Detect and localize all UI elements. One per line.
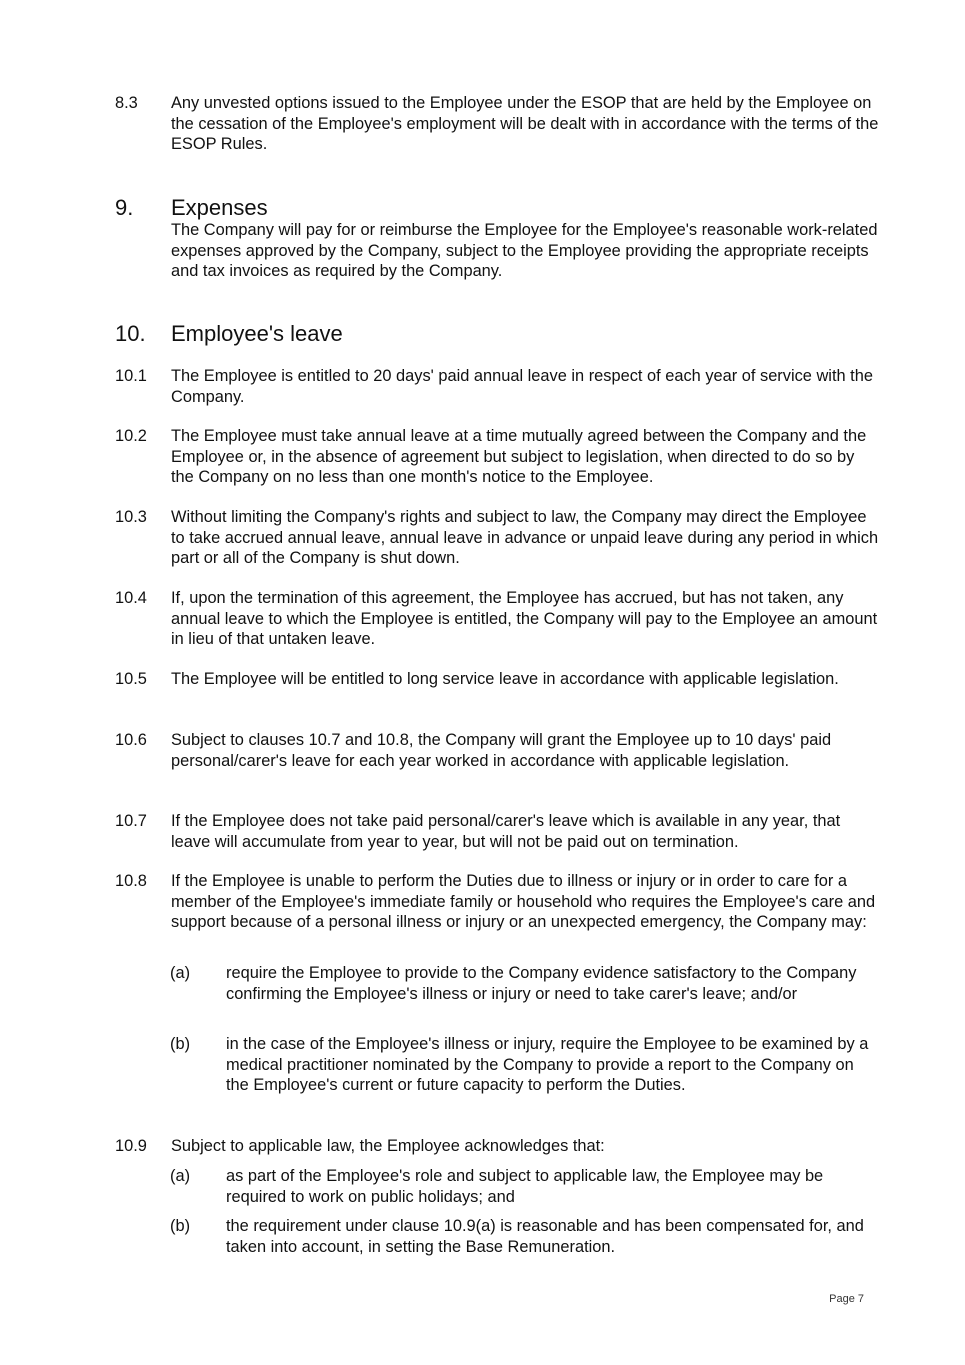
clause-text: Subject to clauses 10.7 and 10.8, the Company will grant the Employee up to 10 days' paid personal/carer's leave for each year worked in accordance with applicable legislation.	[171, 731, 832, 770]
clause-number: 10.7	[115, 812, 147, 830]
clause-10-9	[115, 1136, 880, 1157]
clause-10-1	[115, 366, 880, 407]
section-heading-9	[115, 195, 268, 221]
subclause-letter: (b)	[170, 1035, 191, 1053]
clause-10-9-b	[170, 1216, 880, 1257]
clause-10-7	[115, 811, 880, 852]
clause-text: The Employee will be entitled to long service leave in accordance with applicable legislation.	[171, 670, 839, 688]
clause-number: 10.5	[115, 670, 147, 688]
clause-text: If the Employee is unable to perform the Duties due to illness or injury or in order to care for a member of the Employee's immediate family or household who requires the Employee's care and support because of a personal illness or injury or an unexpected emergency, the Company may:	[171, 872, 876, 931]
clause-number: 10.9	[115, 1137, 147, 1155]
clause-10-2	[115, 426, 880, 488]
clause-10-4	[115, 588, 880, 650]
clause-text: The Employee must take annual leave at a time mutually agreed between the Company and the Employee or, in the absence of agreement but subject to legislation, when directed to do so by the Company on no less than one month's notice to the Employee.	[171, 427, 867, 486]
clause-number: 8.3	[115, 94, 138, 112]
clause-number: 10.3	[115, 508, 147, 526]
section-title: Employee's leave	[171, 321, 343, 346]
section-9-body	[115, 220, 880, 282]
subclause-text: in the case of the Employee's illness or injury, require the Employee to be examined by a medical practitioner nominated by the Company to provide a report to the Company on the Employee's current or future capacity to perform the Duties.	[226, 1035, 869, 1094]
clause-text: Subject to applicable law, the Employee acknowledges that:	[171, 1137, 605, 1155]
clause-number: 10.8	[115, 872, 147, 890]
clause-number: 10.2	[115, 427, 147, 445]
subclause-text: the requirement under clause 10.9(a) is reasonable and has been compensated for, and taken into account, in setting the Base Remuneration.	[226, 1217, 864, 1256]
subclause-text: require the Employee to provide to the Company evidence satisfactory to the Company confirming the Employee's illness or injury or need to take carer's leave; and/or	[226, 964, 857, 1003]
subclause-text: as part of the Employee's role and subject to applicable law, the Employee may be required to work on public holidays; and	[226, 1167, 824, 1206]
clause-number: 10.6	[115, 731, 147, 749]
subclause-letter: (b)	[170, 1217, 191, 1235]
section-number: 10.	[115, 321, 146, 346]
section-title: Expenses	[171, 195, 268, 220]
subclause-letter: (a)	[170, 1167, 191, 1185]
clause-text: The Company will pay for or reimburse the Employee for the Employee's reasonable work-related expenses approved by the Company, subject to the Employee providing the appropriate receipts and tax invoices as required by the Company.	[171, 221, 878, 280]
clause-10-8	[115, 871, 880, 933]
section-number: 9.	[115, 195, 134, 220]
clause-10-9-a	[170, 1166, 880, 1207]
page-number: Page 7	[829, 1293, 864, 1305]
clause-8-3	[115, 93, 880, 155]
clause-number: 10.4	[115, 589, 147, 607]
clause-10-5	[115, 669, 880, 690]
clause-text: If, upon the termination of this agreement, the Employee has accrued, but has not taken, any annual leave to which the Employee is entitled, the Company will pay to the Employee an amount in lieu of that untaken leave.	[171, 589, 878, 648]
clause-text: Without limiting the Company's rights and subject to law, the Company may direct the Employee to take accrued annual leave, annual leave in advance or unpaid leave during any period in which part or all of the Company is shut down.	[171, 508, 879, 567]
subclause-letter: (a)	[170, 964, 191, 982]
clause-text: Any unvested options issued to the Employee under the ESOP that are held by the Employee on the cessation of the Employee's employment will be dealt with in accordance with the terms of the ESOP Rules.	[171, 94, 879, 153]
clause-10-8-b	[170, 1034, 880, 1096]
clause-number: 10.1	[115, 367, 147, 385]
section-heading-10	[115, 321, 343, 347]
clause-10-6	[115, 730, 880, 771]
clause-text: The Employee is entitled to 20 days' paid annual leave in respect of each year of service with the Company.	[171, 367, 873, 406]
clause-text: If the Employee does not take paid personal/carer's leave which is available in any year, that leave will accumulate from year to year, but will not be paid out on termination.	[171, 812, 841, 851]
clause-10-8-a	[170, 963, 880, 1004]
clause-10-3	[115, 507, 880, 569]
